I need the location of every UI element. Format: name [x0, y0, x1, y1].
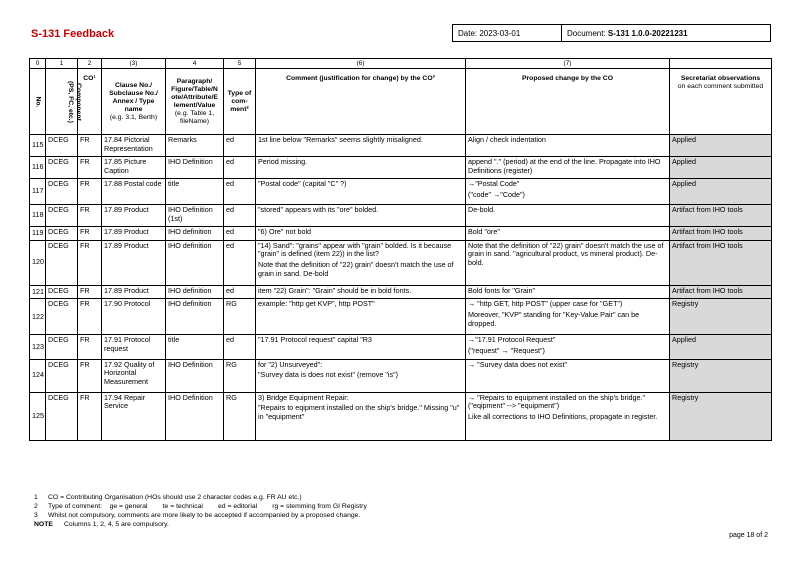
- row-paragraph: IHO definition: [166, 227, 224, 241]
- footnote-number: 2: [34, 503, 38, 510]
- column-header-row: [30, 69, 772, 135]
- comment-text: "14) Sand": "grains" appear with "grain" bolded. Is it because "grain" is defined (item 22)) in the list?: [258, 240, 452, 259]
- row-co: FR: [78, 157, 102, 179]
- row-clause: 17.89 Product: [102, 205, 166, 227]
- comment-text: 1st line below "Remarks" seems slightly misaligned.: [258, 135, 423, 144]
- proposed-text: Bold fonts for "Grain": [468, 285, 536, 295]
- row-co: FR: [78, 359, 102, 392]
- row-proposed: [466, 135, 670, 157]
- proposed-text: →"Postal Code": [468, 179, 520, 189]
- row-number: 121: [30, 285, 46, 299]
- row-clause: 17.91 Protocol request: [102, 335, 166, 359]
- row-comment: [256, 392, 466, 440]
- row-paragraph: IHO Definition: [166, 359, 224, 392]
- comment-text: 3) Bridge Equipment Repair:: [258, 392, 349, 402]
- row-type: ed: [224, 227, 256, 241]
- table-row: [30, 157, 772, 179]
- header-component: Component (PS, FC, etc.): [46, 69, 78, 135]
- row-number: 122: [30, 299, 46, 335]
- row-co: FR: [78, 179, 102, 205]
- column-number: (7): [466, 59, 670, 69]
- row-clause: 17.84 Pictorial Representation: [102, 135, 166, 157]
- column-number: [670, 59, 772, 69]
- row-type: ed: [224, 135, 256, 157]
- row-number: 120: [30, 240, 46, 285]
- row-proposed: [466, 157, 670, 179]
- row-number: 124: [30, 359, 46, 392]
- row-component: DCEG: [46, 392, 78, 440]
- row-component: DCEG: [46, 227, 78, 241]
- row-co: FR: [78, 285, 102, 299]
- row-proposed: [466, 392, 670, 440]
- row-co: FR: [78, 335, 102, 359]
- footnote-text: Type of comment: ge = general te = technical ed = editorial rg = stemming from GI Registry: [48, 503, 367, 510]
- table-row: [30, 179, 772, 205]
- row-secretariat-observation: Applied: [670, 335, 772, 359]
- row-clause: 17.92 Quality of Horizontal Measurement: [102, 359, 166, 392]
- row-clause: 17.90 Protocol: [102, 299, 166, 335]
- table-row: [30, 227, 772, 241]
- row-component: DCEG: [46, 285, 78, 299]
- row-clause: 17.89 Product: [102, 285, 166, 299]
- row-type: ed: [224, 285, 256, 299]
- row-type: ed: [224, 240, 256, 285]
- footnote-number: NOTE: [34, 521, 53, 528]
- proposed-text: ("code" →"Code"): [468, 189, 525, 199]
- column-number: (6): [256, 59, 466, 69]
- document-id: S-131 1.0.0-20221231: [607, 29, 688, 38]
- row-number: 119: [30, 227, 46, 241]
- row-secretariat-observation: Artifact from IHO tools: [670, 240, 772, 285]
- column-number: 5: [224, 59, 256, 69]
- comment-text: for "2) Unsurveyed":: [258, 359, 323, 369]
- row-paragraph: Remarks: [166, 135, 224, 157]
- footnote-text: Columns 1, 2, 4, 5 are compulsory.: [64, 521, 169, 528]
- row-secretariat-observation: Artifact from IHO tools: [670, 285, 772, 299]
- row-component: DCEG: [46, 157, 78, 179]
- row-proposed: [466, 205, 670, 227]
- row-comment: [256, 299, 466, 335]
- row-secretariat-observation: Artifact from IHO tools: [670, 227, 772, 241]
- column-number: 4: [166, 59, 224, 69]
- row-proposed: [466, 179, 670, 205]
- comment-text: example: "http get KVP", http POST": [258, 299, 375, 309]
- column-number: 0: [30, 59, 46, 69]
- row-paragraph: title: [166, 335, 224, 359]
- comment-text: "Postal code" (capital "C" ?): [258, 179, 347, 189]
- row-paragraph: IHO definition: [166, 285, 224, 299]
- footnote: [34, 511, 367, 520]
- proposed-text: → "Survey data does not exist": [468, 359, 567, 369]
- row-clause: 17.85 Picture Caption: [102, 157, 166, 179]
- header-no: No.: [30, 69, 46, 135]
- header-clause: Clause No./ Subclause No./ Annex / Type name (e.g. 3.1, Berth): [102, 69, 166, 135]
- row-component: DCEG: [46, 240, 78, 285]
- document-label: Document:: [567, 29, 606, 38]
- row-proposed: [466, 299, 670, 335]
- table-row: [30, 335, 772, 359]
- row-type: ed: [224, 157, 256, 179]
- row-secretariat-observation: Applied: [670, 157, 772, 179]
- row-type: ed: [224, 335, 256, 359]
- row-secretariat-observation: Registry: [670, 359, 772, 392]
- header-paragraph: Paragraph/ Figure/Table/N ote/Attribute/E lement/Value (e.g. Table 1, fileName): [166, 69, 224, 135]
- comment-text: "17.91 Protocol request" capital "R3: [258, 335, 372, 345]
- footnote-text: CO = Contributing Organisation (HOs should use 2 character codes e.g. FR AU etc.): [48, 494, 302, 501]
- row-component: DCEG: [46, 299, 78, 335]
- table-row: [30, 392, 772, 440]
- feedback-table: [29, 58, 772, 441]
- proposed-text: Like all corrections to IHO Definitions, propagate in register.: [468, 411, 658, 421]
- row-type: RG: [224, 299, 256, 335]
- column-number: 1: [46, 59, 78, 69]
- footnote-text: Whilst not compulsory, comments are more likely to be accepted if accompanied by a proposed change.: [48, 512, 361, 519]
- proposed-text: Align / check indentation: [468, 135, 546, 144]
- column-number-row: [30, 59, 772, 69]
- proposed-text: append "." (period) at the end of the line. Propagate into IHO Definitions (register): [468, 157, 661, 175]
- row-component: DCEG: [46, 335, 78, 359]
- table-row: [30, 135, 772, 157]
- row-proposed: [466, 335, 670, 359]
- row-paragraph: IHO Definition: [166, 392, 224, 440]
- column-number: 2: [78, 59, 102, 69]
- row-type: ed: [224, 205, 256, 227]
- header-proposed: Proposed change by the CO: [466, 69, 670, 135]
- row-comment: [256, 157, 466, 179]
- table-row: [30, 359, 772, 392]
- date-box: Date: 2023-03-01: [452, 24, 562, 42]
- comment-text: item "22) Grain": "Grain" should be in bold fonts.: [258, 285, 412, 295]
- table-row: [30, 299, 772, 335]
- row-comment: [256, 205, 466, 227]
- header-co: CO¹: [78, 69, 102, 135]
- row-comment: [256, 227, 466, 241]
- row-number: 118: [30, 205, 46, 227]
- row-comment: [256, 285, 466, 299]
- row-paragraph: IHO definition: [166, 240, 224, 285]
- row-clause: 17.89 Product: [102, 227, 166, 241]
- header-comment: Comment (justification for change) by the CO³: [256, 69, 466, 135]
- table-row: [30, 205, 772, 227]
- comment-text: "stored" appears with its "ore" bolded.: [258, 205, 379, 215]
- row-number: 115: [30, 135, 46, 157]
- row-comment: [256, 179, 466, 205]
- row-clause: 17.94 Repair Service: [102, 392, 166, 440]
- page-title: S-131 Feedback: [31, 28, 115, 40]
- row-secretariat-observation: Applied: [670, 179, 772, 205]
- row-co: FR: [78, 392, 102, 440]
- row-type: RG: [224, 392, 256, 440]
- row-co: FR: [78, 135, 102, 157]
- row-comment: [256, 359, 466, 392]
- footnote: [34, 502, 367, 511]
- comment-text: Period missing.: [258, 157, 308, 166]
- row-number: 125: [30, 392, 46, 440]
- row-number: 117: [30, 179, 46, 205]
- proposed-text: Moreover, "KVP" standing for "Key-Value Pair" can be dropped.: [468, 309, 640, 328]
- row-proposed: [466, 240, 670, 285]
- row-co: FR: [78, 240, 102, 285]
- row-comment: [256, 240, 466, 285]
- table-row: [30, 240, 772, 285]
- row-type: ed: [224, 179, 256, 205]
- proposed-text: → "Repairs to equipment installed on the ship's bridge." ("eqipment" --> "equipment"): [468, 392, 646, 411]
- header-secretariat: Secretariat observations on each comment submitted: [670, 69, 772, 135]
- row-component: DCEG: [46, 179, 78, 205]
- proposed-text: → "http GET, http POST" (upper case for "GET"): [468, 299, 623, 309]
- proposed-text: Bold "ore": [468, 227, 500, 237]
- document-box: [561, 24, 771, 42]
- footnotes: [34, 493, 367, 529]
- row-clause: 17.89 Product: [102, 240, 166, 285]
- row-number: 116: [30, 157, 46, 179]
- row-proposed: [466, 227, 670, 241]
- row-component: DCEG: [46, 205, 78, 227]
- row-co: FR: [78, 227, 102, 241]
- row-type: RG: [224, 359, 256, 392]
- row-number: 123: [30, 335, 46, 359]
- row-paragraph: IHO Definition (1st): [166, 205, 224, 227]
- row-secretariat-observation: Artifact from IHO tools: [670, 205, 772, 227]
- comment-text: "Survey data is does not exist" (remove "is"): [258, 370, 399, 380]
- row-paragraph: title: [166, 179, 224, 205]
- row-co: FR: [78, 299, 102, 335]
- comment-text: Note that the definition of "22) grain" doesn't match the use of grain in sand. De-bold: [258, 259, 454, 278]
- row-clause: 17.88 Postal code: [102, 179, 166, 205]
- footnote-number: 1: [34, 494, 38, 501]
- row-component: DCEG: [46, 135, 78, 157]
- proposed-text: Note that the definition of "22) grain" doesn't match the use of grain in sand. "agricultural product, vs mineral product). De-bold.: [468, 240, 664, 267]
- row-paragraph: IHO Definition: [166, 157, 224, 179]
- column-number: (3): [102, 59, 166, 69]
- row-secretariat-observation: Registry: [670, 392, 772, 440]
- row-comment: [256, 135, 466, 157]
- page-number: page 18 of 2: [729, 532, 768, 539]
- row-secretariat-observation: Registry: [670, 299, 772, 335]
- header-type: Type of com-ment²: [224, 69, 256, 135]
- footnote: [34, 493, 367, 502]
- footnote: [34, 520, 367, 529]
- row-comment: [256, 335, 466, 359]
- proposed-text: ("request" → "Request"): [468, 345, 545, 355]
- proposed-text: De-bold.: [468, 205, 496, 215]
- row-proposed: [466, 285, 670, 299]
- table-row: [30, 285, 772, 299]
- comment-text: "Repairs to eqipment installed on the ship's bridge." Missing "u" in "equipment": [258, 403, 460, 421]
- row-paragraph: IHO definition: [166, 299, 224, 335]
- row-secretariat-observation: Applied: [670, 135, 772, 157]
- row-co: FR: [78, 205, 102, 227]
- row-proposed: [466, 359, 670, 392]
- comment-text: "6) Ore" not bold: [258, 227, 312, 237]
- proposed-text: →"17.91 Protocol Request": [468, 335, 556, 345]
- row-component: DCEG: [46, 359, 78, 392]
- footnote-number: 3: [34, 512, 38, 519]
